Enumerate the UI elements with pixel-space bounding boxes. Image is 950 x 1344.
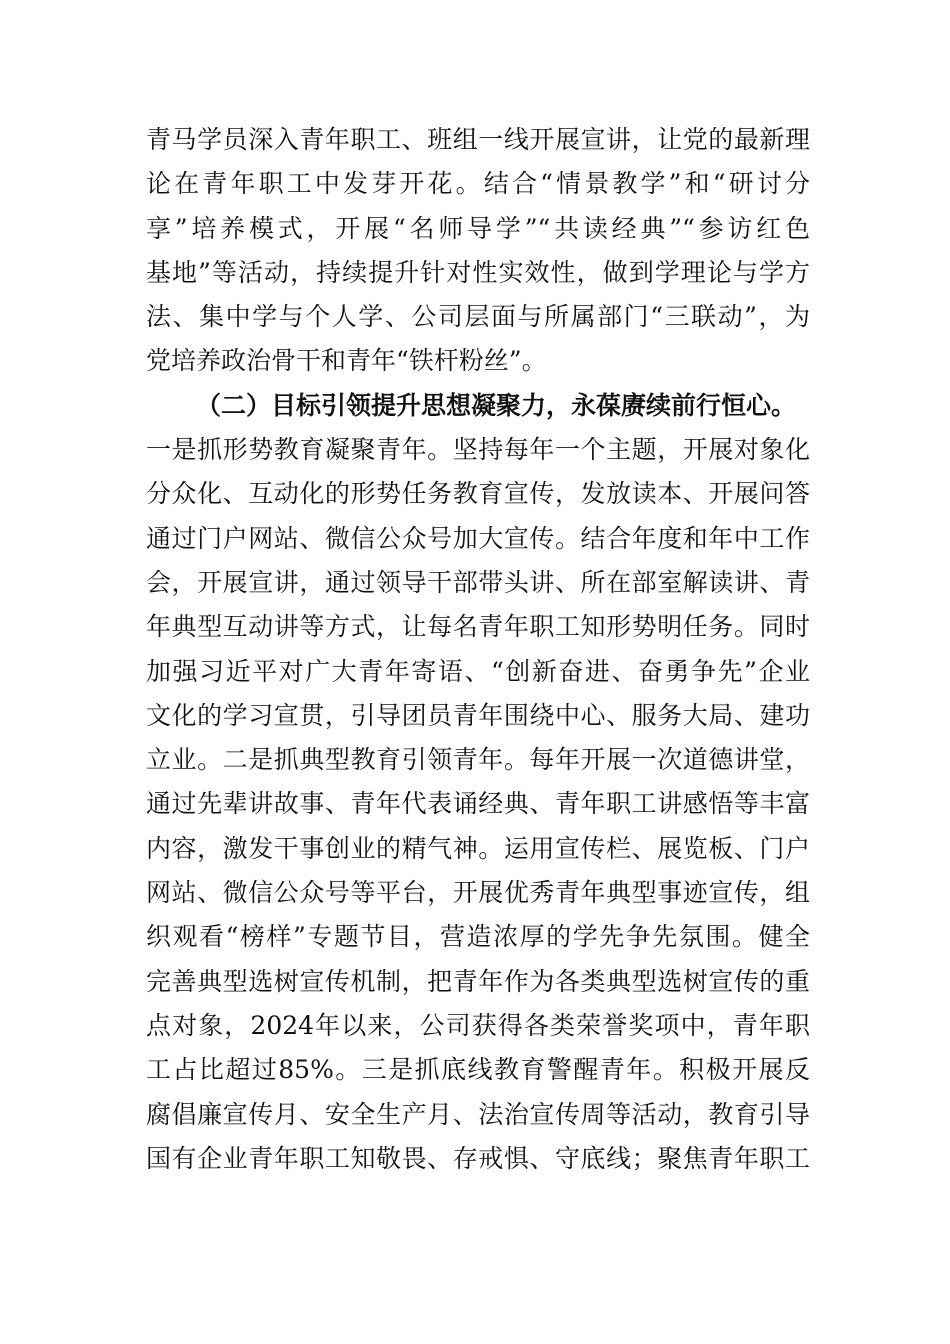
- paragraph-line: 法、集中学与个人学、公司层面与所属部门“三联动”，为: [146, 302, 810, 332]
- paragraph-line: 腐倡廉宣传月、安全生产月、法治宣传周等活动，教育引导: [146, 1099, 810, 1129]
- paragraph-line: 论在青年职工中发芽开花。结合“情景教学”和“研讨分: [146, 169, 810, 199]
- paragraph-line: 通过先辈讲故事、青年代表诵经典、青年职工讲感悟等丰富: [146, 789, 810, 819]
- paragraph-line: 青马学员深入青年职工、班组一线开展宣讲，让党的最新理: [146, 125, 810, 154]
- section-heading: （二）目标引领提升思想凝聚力，永葆赓续前行恒心。: [196, 390, 797, 420]
- paragraph-line: 通过门户网站、微信公众号加大宣传。结合年度和年中工作: [146, 523, 810, 553]
- paragraph-line: 立业。二是抓典型教育引领青年。每年开展一次道德讲堂，: [146, 745, 810, 775]
- paragraph-line: 一是抓形势教育凝聚青年。坚持每年一个主题，开展对象化: [146, 435, 810, 465]
- paragraph-line: 会，开展宣讲，通过领导干部带头讲、所在部室解读讲、青: [146, 567, 810, 597]
- paragraph-line: 享”培养模式，开展“名师导学”“共读经典”“参访红色: [146, 213, 810, 243]
- document-body: [146, 118, 810, 1181]
- paragraph-line: 网站、微信公众号等平台，开展优秀青年典型事迹宣传，组: [146, 878, 810, 908]
- paragraph-line: 工占比超过85%。三是抓底线教育警醒青年。积极开展反: [146, 1055, 810, 1085]
- paragraph-line: 党培养政治骨干和青年“铁杆粉丝”。: [146, 346, 547, 376]
- paragraph-line: 分众化、互动化的形势任务教育宣传，发放读本、开展问答: [146, 479, 810, 509]
- paragraph-line: 内容，激发干事创业的精气神。运用宣传栏、展览板、门户: [146, 833, 810, 863]
- paragraph-line: 加强习近平对广大青年寄语、“创新奋进、奋勇争先”企业: [146, 656, 810, 686]
- paragraph-line: 基地”等活动，持续提升针对性实效性，做到学理论与学方: [146, 257, 810, 287]
- paragraph-line: 完善典型选树宣传机制，把青年作为各类典型选树宣传的重: [146, 966, 810, 996]
- paragraph-line: 国有企业青年职工知敬畏、存戒惧、守底线；聚焦青年职工: [146, 1143, 810, 1173]
- paragraph-line: 织观看“榜样”专题节目，营造浓厚的学先争先氛围。健全: [146, 922, 810, 952]
- paragraph-line: 年典型互动讲等方式，让每名青年职工知形势明任务。同时: [146, 612, 810, 642]
- paragraph-line: 文化的学习宣贯，引导团员青年围绕中心、服务大局、建功: [146, 700, 810, 730]
- paragraph-line: 点对象，2024年以来，公司获得各类荣誉奖项中，青年职: [146, 1010, 810, 1040]
